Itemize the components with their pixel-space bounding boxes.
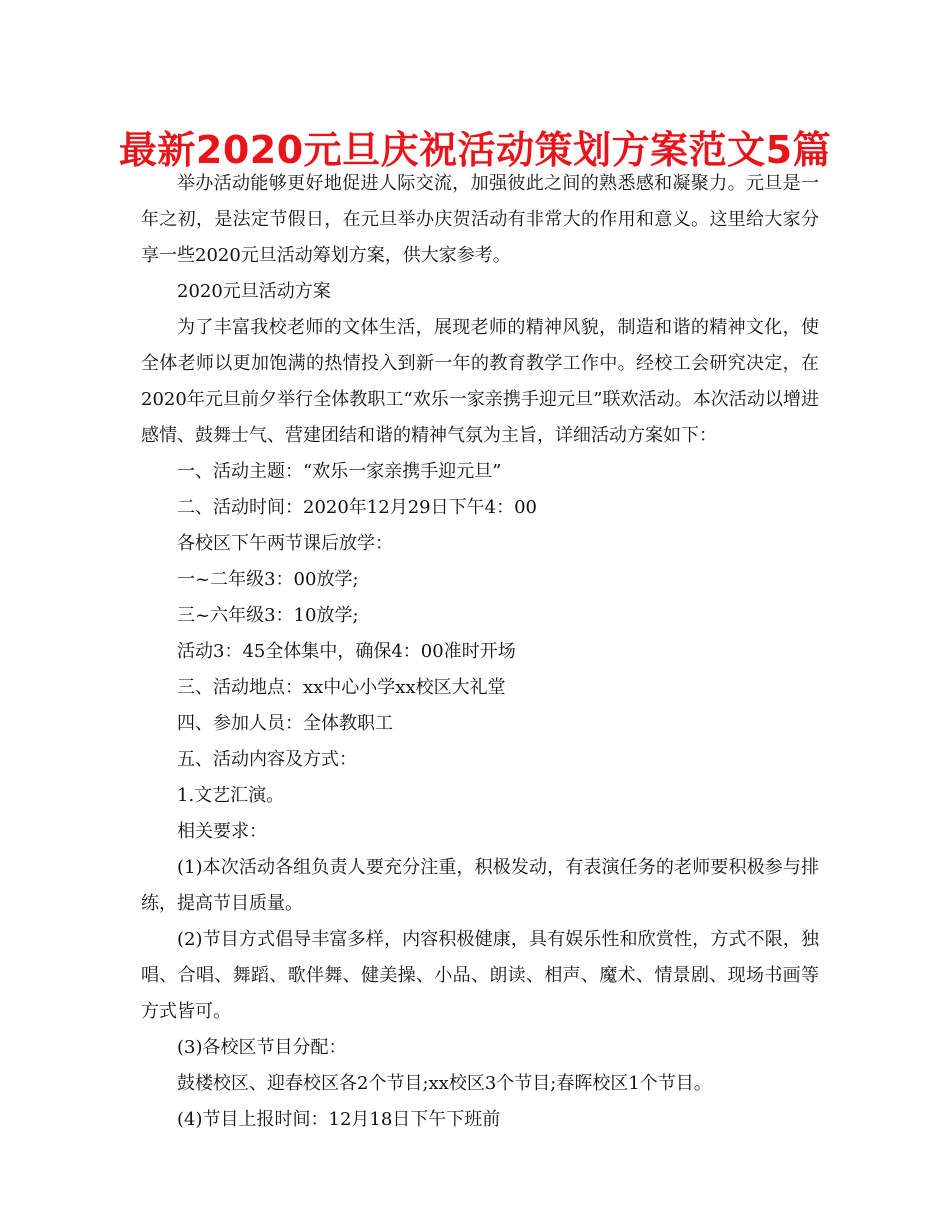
paragraph-req-3: (3)各校区节目分配： xyxy=(177,1037,347,1058)
paragraph-intro: 举办活动能够更好地促进人际交流，加强彼此之间的熟悉感和凝聚力。元旦是一年之初，是法定节假日，在元旦举办庆贺活动有非常大的作用和意义。这里给大家分享一些2020元旦活动筹划方案，供大家参考。 xyxy=(141,173,819,266)
paragraph-grades-3-6: 三~六年级3：10放学; xyxy=(177,605,359,626)
paragraph-venue: 三、活动地点：xx中心小学xx校区大礼堂 xyxy=(177,677,506,698)
paragraph-performance: 1.文艺汇演。 xyxy=(177,785,285,806)
paragraph-req-4: (4)节目上报时间：12月18日下午下班前 xyxy=(177,1109,501,1130)
paragraph-requirements: 相关要求： xyxy=(177,821,267,842)
paragraph-background: 为了丰富我校老师的文体生活，展现老师的精神风貌，制造和谐的精神文化，使全体老师以更加饱满的热情投入到新一年的教育教学工作中。经校工会研究决定，在2020年元旦前夕举行全体教职工“欢乐一家亲携手迎元旦”联欢活动。本次活动以增进感情、鼓舞士气、营建团结和谐的精神气氛为主旨，详细活动方案如下： xyxy=(141,317,819,446)
paragraph-time: 二、活动时间：2020年12月29日下午4：00 xyxy=(177,497,537,518)
document-title: 最新2020元旦庆祝活动策划方案范文5篇 xyxy=(118,128,832,172)
paragraph-heading: 2020元旦活动方案 xyxy=(177,281,331,302)
paragraph-grades-1-2: 一~二年级3：00放学; xyxy=(177,569,359,590)
document-body xyxy=(141,166,819,1138)
paragraph-gathering: 活动3：45全体集中，确保4：00准时开场 xyxy=(177,641,516,662)
paragraph-allocation: 鼓楼校区、迎春校区各2个节目;xx校区3个节目;春晖校区1个节目。 xyxy=(177,1073,712,1094)
paragraph-participants: 四、参加人员：全体教职工 xyxy=(177,713,393,734)
paragraph-req-1: (1)本次活动各组负责人要充分注重，积极发动，有表演任务的老师要积极参与排练，提高节目质量。 xyxy=(141,857,819,914)
paragraph-theme: 一、活动主题：“欢乐一家亲携手迎元旦” xyxy=(177,461,502,482)
paragraph-req-2: (2)节目方式倡导丰富多样，内容积极健康，具有娱乐性和欣赏性，方式不限，独唱、合唱、舞蹈、歌伴舞、健美操、小品、朗读、相声、魔术、情景剧、现场书画等方式皆可。 xyxy=(141,929,819,1022)
paragraph-content: 五、活动内容及方式： xyxy=(177,749,357,770)
paragraph-dismissal: 各校区下午两节课后放学： xyxy=(177,533,393,554)
